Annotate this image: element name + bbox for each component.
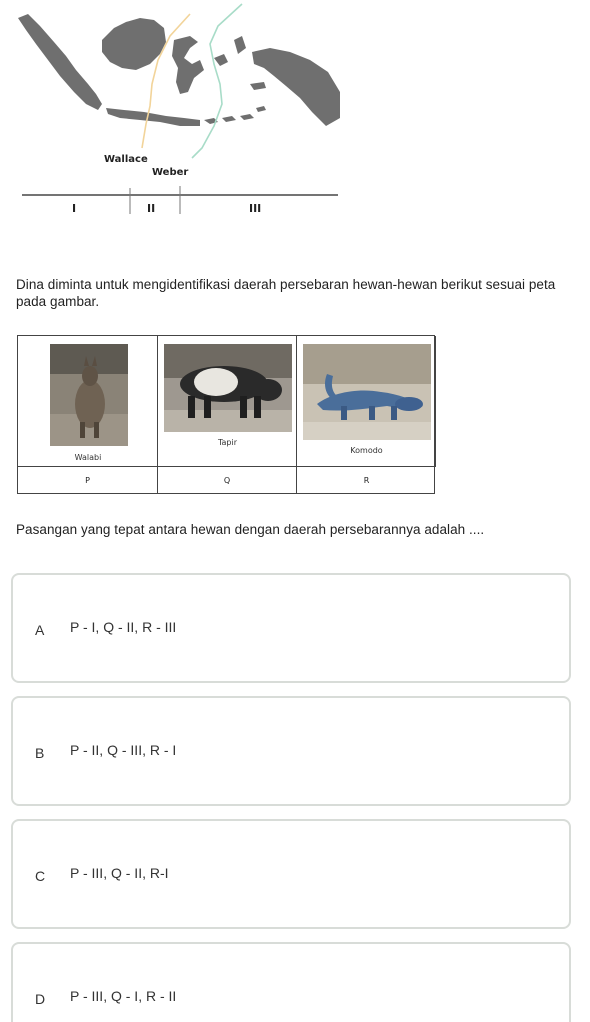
animal-table	[17, 335, 435, 494]
komodo-photo	[303, 344, 431, 440]
option-d[interactable]	[11, 942, 571, 1022]
tapir-cell	[158, 336, 297, 467]
option-d-text: P - III, Q - I, R - II	[70, 988, 177, 1004]
option-d-letter: D	[35, 991, 46, 1007]
komodo-caption: Komodo	[350, 446, 383, 455]
indonesia-map	[14, 0, 344, 222]
option-a-text: P - I, Q - II, R - III	[70, 619, 177, 635]
option-a-letter: A	[35, 622, 45, 638]
tapir-photo	[164, 344, 292, 432]
intro-text: Dina diminta untuk mengidentifikasi daerah persebaran hewan-hewan berikut sesuai peta pada gambar.	[16, 277, 556, 309]
indonesia-map-figure	[14, 0, 344, 222]
walabi-cell	[18, 336, 158, 467]
option-a[interactable]	[11, 573, 571, 683]
wallaby-photo	[50, 344, 128, 446]
letter-q: Q	[158, 467, 297, 493]
walabi-caption: Walabi	[74, 453, 102, 462]
option-c[interactable]	[11, 819, 571, 929]
weber-label: Weber	[152, 167, 189, 178]
option-b-letter: B	[35, 745, 45, 761]
zone-label-1: I	[72, 202, 77, 215]
land-masses	[18, 14, 340, 126]
letter-p: P	[18, 467, 158, 493]
option-c-text: P - III, Q - II, R-I	[70, 865, 169, 881]
tapir-caption: Tapir	[217, 438, 238, 447]
option-b-text: P - II, Q - III, R - I	[70, 742, 177, 758]
option-c-letter: C	[35, 868, 46, 884]
zone-label-2: II	[147, 202, 156, 215]
weber-line	[192, 4, 242, 158]
wallace-label: Wallace	[104, 154, 148, 165]
letter-r: R	[363, 475, 370, 485]
question-prompt: Pasangan yang tepat antara hewan dengan daerah persebarannya adalah ....	[16, 522, 485, 537]
option-b[interactable]	[11, 696, 571, 806]
komodo-cell	[297, 336, 436, 467]
zone-label-3: III	[249, 202, 262, 215]
